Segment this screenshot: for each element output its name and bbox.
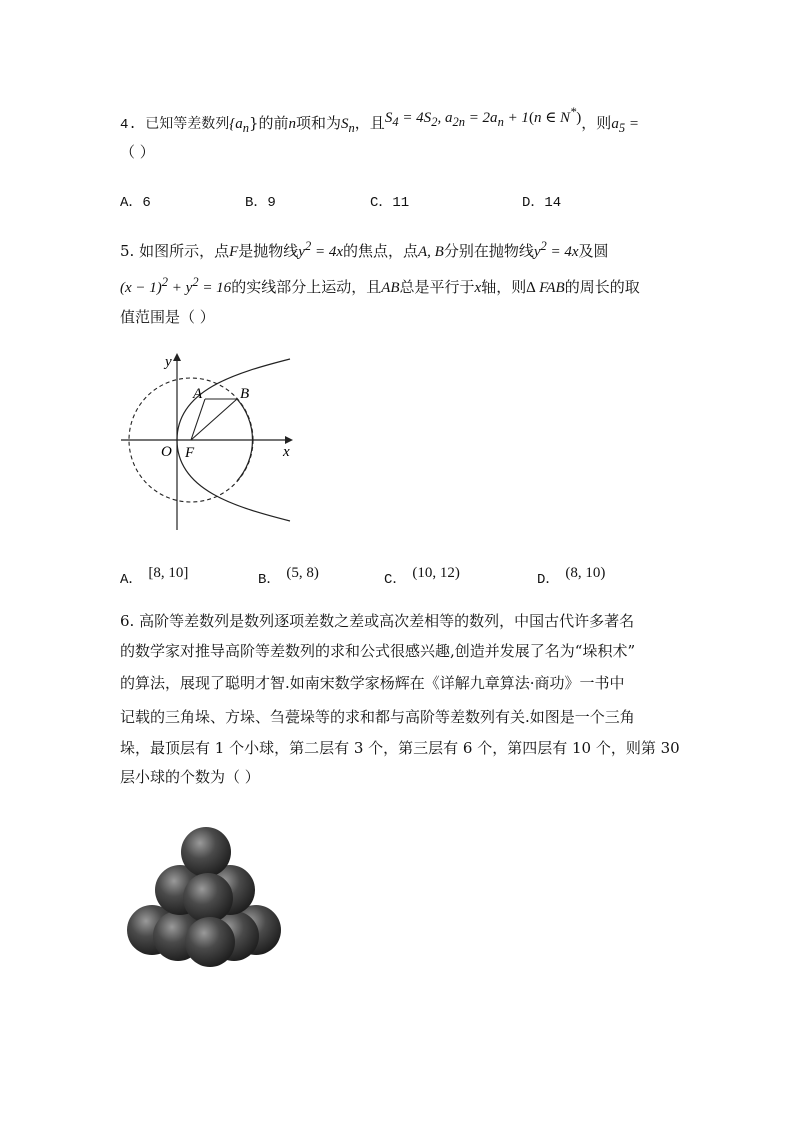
q4-paren: （ ） [120, 143, 155, 161]
q4-option-d[interactable]: D．14 [522, 195, 562, 211]
label-a: A [193, 386, 203, 402]
q4-option-c[interactable]: C．11 [370, 195, 410, 211]
label-b: B [240, 386, 250, 402]
label-x: x [283, 444, 290, 460]
q5-stem-line2: $(x - 1)^2 + y^2 = 16$的实线部分上运动，且AB总是平行于x轴，则∆ FAB的周长的取 [120, 275, 640, 296]
ball [183, 873, 233, 923]
y-axis-arrow [173, 353, 181, 361]
q6-line-6: 层小球的个数为（ ） [120, 768, 260, 786]
x-axis-arrow [285, 436, 293, 444]
q6-line-3: 的算法，展现了聪明才智.如南宋数学家杨辉在《详解九章算法·商功》一书中 [120, 674, 625, 692]
q5-parabola-circle-figure [115, 348, 305, 538]
q5-option-b[interactable]: B． (5, 8) [258, 565, 319, 588]
q5-stem-line1: 5. 如图所示，点F是抛物线$y^2 = 4x$的焦点，点A, B分别在抛物线$y^2 = 4x$及圆 [120, 239, 609, 260]
q4-stem: 4. 已知等差数列$\{a_n\}$的前n项和为$S_n$，且$S_4 = 4S_2$, $a_{2n} = 2a_n + 1(n$ ∈ N*)，则$a_5$ = [120, 105, 639, 135]
q6-line-2: 的数学家对推导高阶等差数列的求和公式很感兴趣,创造并发展了名为“垛积术” [120, 642, 636, 660]
q4-condition: $S_4 = 4S_2$, $a_{2n} = 2a_n + 1(n$ ∈ N*) [384, 105, 582, 129]
q5-option-d[interactable]: D． (8, 10) [537, 565, 606, 588]
q5-option-a[interactable]: A． [8, 10] [120, 565, 189, 588]
label-f: F [185, 445, 195, 461]
q6-line-5: 垛，最顶层有 1 个小球，第二层有 3 个，第三层有 6 个，第四层有 10 个，则第 30 [120, 739, 680, 757]
q4-option-b[interactable]: B．9 [245, 195, 276, 211]
q5-option-c[interactable]: C． (10, 12) [384, 565, 460, 588]
q5-stem-line3: 值范围是（ ） [120, 308, 215, 326]
q4-option-a[interactable]: A．6 [120, 195, 151, 211]
label-o: O [161, 444, 172, 460]
q6-line-1: 6. 高阶等差数列是数列逐项差数之差或高次差相等的数列，中国古代许多著名 [120, 612, 635, 630]
ball [181, 827, 231, 877]
triangular-pile-figure [120, 820, 290, 975]
ball [185, 917, 235, 967]
q6-line-4: 记载的三角垛、方垛、刍甍垛等的求和都与高阶等差数列有关.如图是一个三角 [120, 708, 635, 726]
label-y: y [165, 354, 172, 370]
